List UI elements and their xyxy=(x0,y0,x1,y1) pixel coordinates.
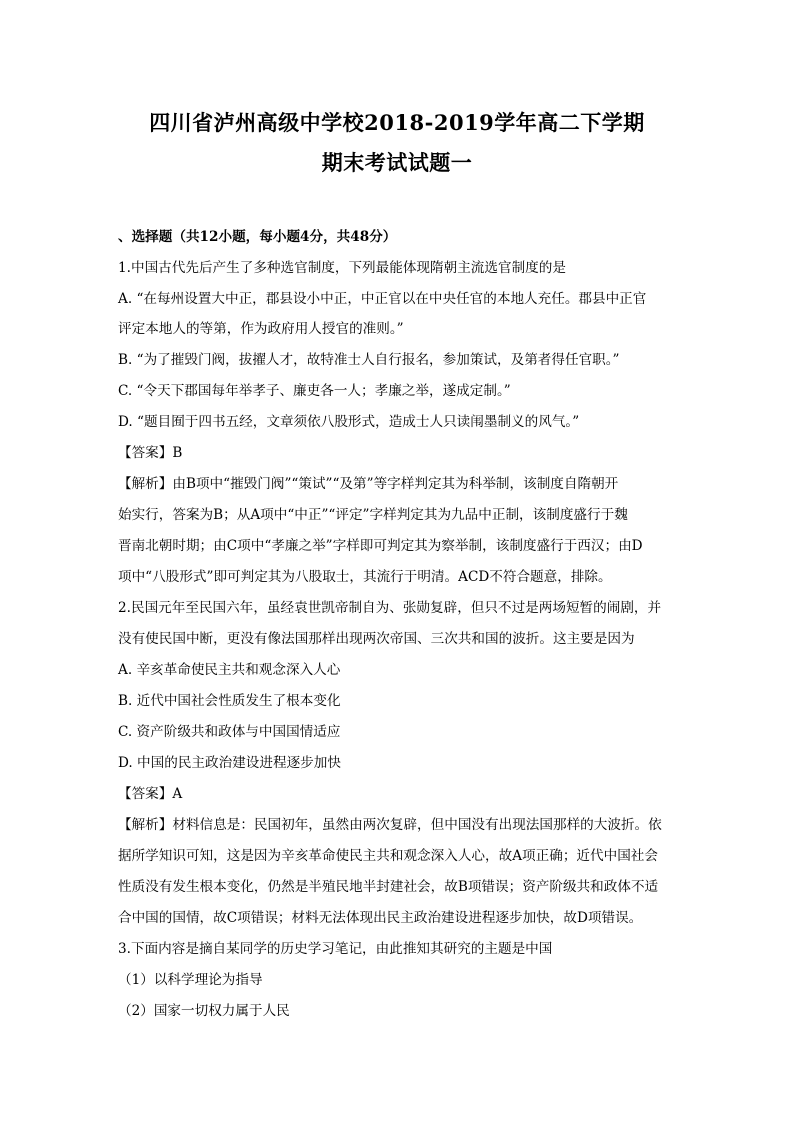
question-3-item-1: （1）以科学理论为指导 xyxy=(118,972,263,988)
question-2-option-c: C. 资产阶级共和政体与中国国情适应 xyxy=(118,724,341,740)
question-3-stem: 3.下面内容是摘自某同学的历史学习笔记，由此推知其研究的主题是中国 xyxy=(118,941,553,957)
question-2-analysis-cont: 合中国的国情，故C项错误；材料无法体现出民主政治建设进程逐步加快，故D项错误。 xyxy=(118,910,643,926)
question-1-option-a-cont: 评定本地人的等第，作为政府用人授官的准则。” xyxy=(118,321,404,337)
question-2-option-b: B. 近代中国社会性质发生了根本变化 xyxy=(118,693,341,709)
question-1-analysis: 【解析】由B项中“摧毁门阀”“策试”“及第”等字样判定其为科举制，该制度自隋朝开 xyxy=(118,476,619,492)
question-1-option-a: A. “在每州设置大中正，郡县设小中正，中正官以在中央任官的本地人充任。郡县中正官 xyxy=(118,291,647,307)
question-2-analysis-cont: 据所学知识可知，这是因为辛亥革命使民主共和观念深入人心，故A项正确；近代中国社会 xyxy=(118,848,658,864)
question-1-stem: 1.中国古代先后产生了多种选官制度，下列最能体现隋朝主流选官制度的是 xyxy=(118,260,566,276)
question-1-analysis-cont: 项中“八股形式”即可判定其为八股取士，其流行于明清。ACD不符合题意，排除。 xyxy=(118,569,612,585)
section-heading: 、选择题（共12小题，每小题4分，共48分） xyxy=(118,229,397,245)
question-1-option-d: D. “题目囿于四书五经，文章须依八股形式，造成士人只读闱墨制义的风气。” xyxy=(118,414,580,430)
question-1-option-c: C. “令天下郡国每年举孝子、廉吏各一人；孝廉之举，遂成定制。” xyxy=(118,383,511,399)
exam-subtitle: 期末考试试题一 xyxy=(321,150,473,175)
question-1-option-b: B. “为了摧毁门阀，拔擢人才，故特准士人自行报名，参加策试，及第者得任官职。” xyxy=(118,352,620,368)
exam-title: 四川省泸州高级中学校2018-2019学年高二下学期 xyxy=(149,110,645,135)
question-1-analysis-cont: 晋南北朝时期；由C项中“孝廉之举”字样即可判定其为察举制，该制度盛行于西汉；由D xyxy=(118,538,643,554)
question-2-analysis: 【解析】材料信息是：民国初年，虽然由两次复辟，但中国没有出现法国那样的大波折。依 xyxy=(118,817,662,833)
question-2-answer: 【答案】A xyxy=(118,786,183,802)
question-2-option-d: D. 中国的民主政治建设进程逐步加快 xyxy=(118,755,341,771)
question-2-stem-cont: 没有使民国中断，更没有像法国那样出现两次帝国、三次共和国的波折。这主要是因为 xyxy=(118,631,635,647)
question-1-analysis-cont: 始实行，答案为B；从A项中“中正”“评定”字样判定其为九品中正制，该制度盛行于魏 xyxy=(118,507,628,523)
question-3-item-2: （2）国家一切权力属于人民 xyxy=(118,1003,290,1019)
question-2-stem: 2.民国元年至民国六年，虽经袁世凯帝制自为、张勋复辟，但只不过是两场短暂的闹剧，并 xyxy=(118,600,662,616)
question-1-answer: 【答案】B xyxy=(118,445,183,461)
question-2-analysis-cont: 性质没有发生根本变化，仍然是半殖民地半封建社会，故B项错误；资产阶级共和政体不适 xyxy=(118,879,659,895)
question-2-option-a: A. 辛亥革命使民主共和观念深入人心 xyxy=(118,662,341,678)
